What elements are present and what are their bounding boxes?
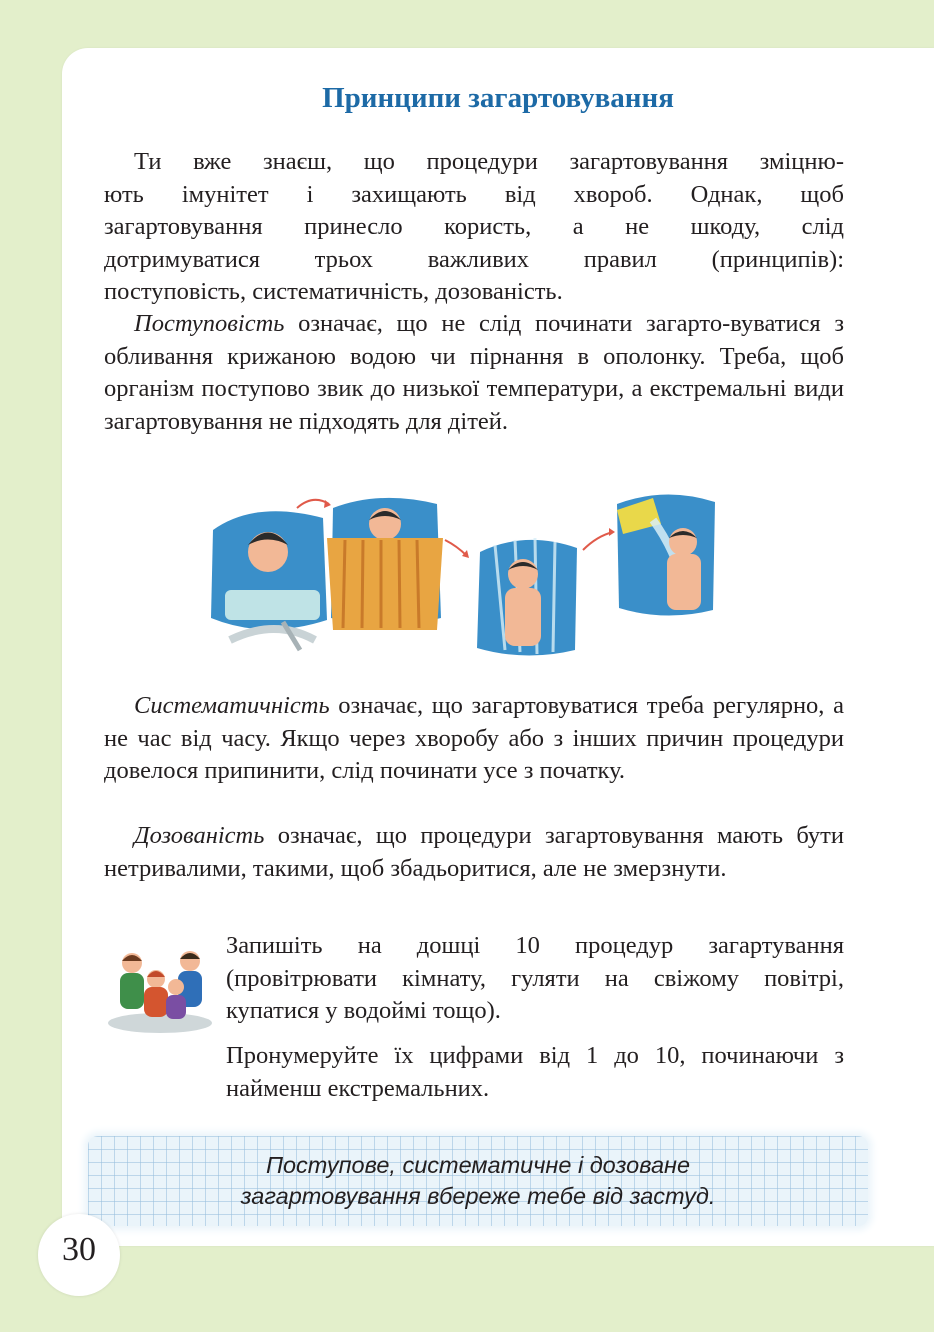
intro-line-2: ють імунітет і захищають від хвороб. Однак, щоб xyxy=(104,180,844,208)
dosage-text: означає, що процедури загартовування мають бути нетривалими, такими, щоб збадьоритися, але не змерзнути. xyxy=(104,822,844,882)
page-title: Принципи загартовування xyxy=(322,82,674,114)
page-number: 30 xyxy=(62,1231,96,1268)
systematicity-paragraph xyxy=(104,690,844,788)
intro-line-5: поступовість, систематичність, дозованість. xyxy=(104,278,563,305)
summary-banner-text xyxy=(88,1150,868,1212)
dosage-paragraph xyxy=(104,820,844,885)
intro-line-3: загартовування принесло користь, а не шкоду, слід xyxy=(104,213,844,240)
summary-line-1: Поступове, систематичне і дозоване xyxy=(265,1152,691,1178)
task-text-1: Запишіть на дошці 10 процедур загартування (провітрювати кімнату, гуляти на свіжому повітрі, купатися у водоймі тощо). xyxy=(226,932,844,1024)
gradualness-term: Поступовість xyxy=(134,310,285,337)
systematicity-term: Систематичність xyxy=(134,692,330,719)
summary-line-2: загартовування вбереже тебе від застуд. xyxy=(240,1183,716,1209)
intro-paragraph xyxy=(104,146,844,309)
hardening-illustration xyxy=(205,490,725,660)
shower-icon xyxy=(477,538,577,656)
task-paragraph-1 xyxy=(226,930,844,1028)
gradualness-text: означає, що не слід починати загарто-вуватися з обливання крижаною водою чи пірнання в ополонку. Треба, щоб організм поступово звик до низької температури, а екстремальні види загартовування не підходять для дітей. xyxy=(104,310,844,435)
intro-line-4: дотримуватися трьох важливих правил (принципів): xyxy=(104,245,844,273)
group-work-icon xyxy=(104,935,216,1035)
bucket-pour-icon xyxy=(617,494,715,615)
task-text-2: Пронумеруйте їх цифрами від 1 до 10, починаючи з найменш екстремальних. xyxy=(226,1042,844,1102)
intro-line-1: Ти вже знаєш, що процедури загартовування зміцню- xyxy=(134,148,844,175)
washing-face-icon xyxy=(211,511,327,650)
task-paragraph-2 xyxy=(226,1040,844,1105)
gradualness-paragraph xyxy=(104,308,844,438)
towel-wrap-icon xyxy=(327,498,443,630)
systematicity-text: означає, що загартовуватися треба регулярно, а не час від часу. Якщо через хворобу або з інших причин процедури довелося припинити, слід починати усе з початку. xyxy=(104,692,844,784)
dosage-term: Дозованість xyxy=(134,822,265,849)
